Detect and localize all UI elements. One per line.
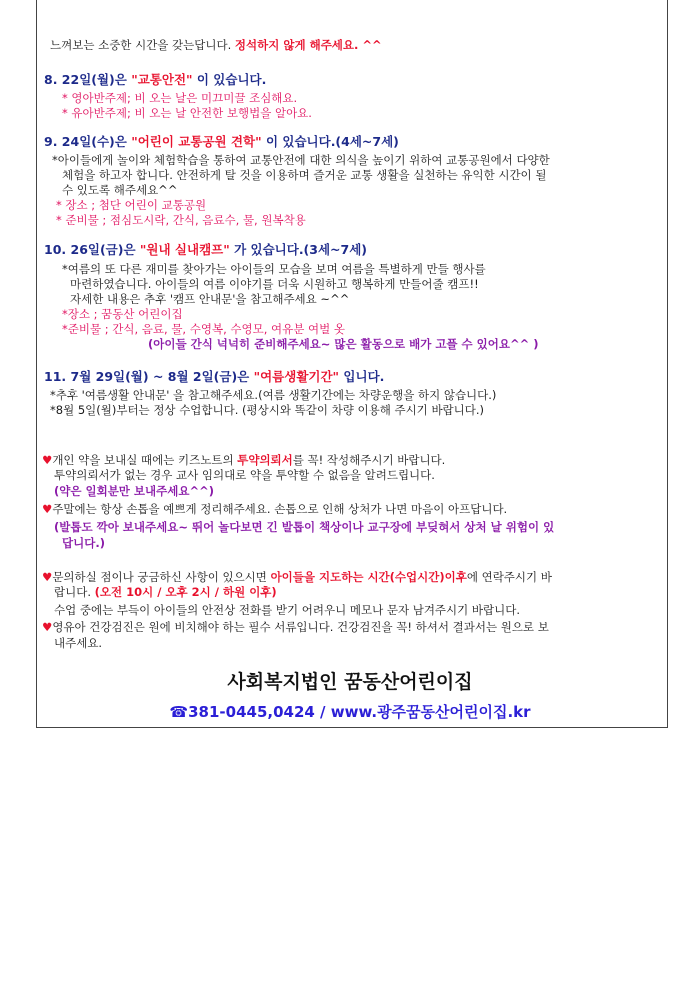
section-10-desc: 자세한 내용은 추후 '캠프 안내문'을 참고해주세요 ~^^ — [70, 292, 350, 306]
section-10-title: "원내 실내캠프" — [139, 242, 230, 257]
section-8-suffix: 이 있습니다. — [192, 72, 267, 87]
notice-nails-note: 답니다.) — [62, 536, 105, 550]
notice-nails — [42, 502, 507, 517]
notice-medicine — [42, 453, 445, 468]
notice-medicine-suffix: 를 꼭! 작성해주시기 바랍니다. — [292, 453, 446, 467]
section-9-date: 9. 24일(수)은 — [44, 134, 132, 149]
section-11-item: *추후 '여름생활 안내문' 을 참고해주세요.(여름 생활기간에는 차량운행을 하지 않습니다.) — [50, 388, 497, 402]
section-9-desc: 수 있도록 해주세요^^ — [62, 183, 178, 197]
notice-health-line2: 내주세요. — [54, 636, 103, 650]
heart-icon: ♥ — [42, 502, 53, 516]
heart-icon: ♥ — [42, 453, 53, 467]
section-10-suffix: 가 있습니다.(3세~7세) — [229, 242, 368, 257]
section-8-title: "교통안전" — [131, 72, 193, 87]
notice-contact-line2 — [54, 585, 277, 600]
section-10-prep: *준비물 ; 간식, 음료, 물, 수영복, 수영모, 여유분 여벌 옷 — [62, 322, 345, 336]
notice-contact-line2-text: 랍니다. — [54, 585, 95, 599]
section-11-title: "여름생활기간" — [253, 369, 340, 384]
heart-icon: ♥ — [42, 620, 53, 634]
section-8-item: * 유아반주제; 비 오는 날 안전한 보행법을 알아요. — [62, 106, 312, 120]
organization-name: 사회복지법인 꿈동산어린이집 — [227, 671, 473, 693]
section-11-item: *8월 5일(월)부터는 정상 수업합니다. (평상시와 똑같이 차량 이용해 주시기 바랍니다.) — [50, 403, 485, 417]
notice-contact-time: 아이들을 지도하는 시간(수업시간)이후 — [270, 570, 467, 584]
notice-health — [42, 620, 549, 635]
section-10-heading — [44, 242, 367, 257]
intro-text: 느껴보는 소중한 시간을 갖는답니다. — [50, 38, 232, 52]
notice-medicine-line2: 투약의뢰서가 없는 경우 교사 임의대로 약을 투약할 수 없음을 알려드립니다. — [54, 468, 435, 482]
notice-nails-text: 주말에는 항상 손톱을 예쁘게 정리해주세요. 손톱으로 인해 상처가 나면 마음이 아프답니다. — [52, 502, 508, 516]
section-9-desc: *아이들에게 놀이와 체험학습을 통하여 교통안전에 대한 의식을 높이기 위하여 교통공원에서 다양한 — [52, 153, 550, 167]
section-8-heading — [44, 72, 266, 87]
section-10-place: *장소 ; 꿈동산 어린이집 — [62, 307, 183, 321]
notice-medicine-form: 투약의뢰서 — [237, 453, 293, 467]
heart-icon: ♥ — [42, 570, 53, 584]
section-11-suffix: 입니다. — [339, 369, 385, 384]
notice-medicine-text: 개인 약을 보내실 때에는 키즈노트의 — [52, 453, 238, 467]
section-11-heading — [44, 369, 384, 384]
section-8-item: * 영아반주제; 비 오는 날은 미끄미끌 조심해요. — [62, 91, 298, 105]
intro-note: 정석하지 않게 해주세요. ^^ — [234, 38, 382, 52]
notice-nails-note: (발톱도 깍아 보내주세요~ 뛰어 놀다보면 긴 발톱이 책상이나 교구장에 부딪혀서 상처 날 위험이 있 — [54, 520, 555, 534]
notice-contact-text: 문의하실 점이나 궁금하신 사항이 있으시면 — [52, 570, 271, 584]
notice-medicine-note: (약은 일회분만 보내주세요^^) — [54, 484, 214, 498]
section-9-heading — [44, 134, 399, 149]
contact-info: ☎381-0445,0424 / www.광주꿈동산어린이집.kr — [169, 703, 531, 721]
notice-health-text: 영유아 건강검진은 원에 비치해야 하는 필수 서류입니다. 건강검진을 꼭! 하셔서 결과서는 원으로 보 — [52, 620, 549, 634]
notice-contact-hours: (오전 10시 / 오후 2시 / 하원 이후) — [94, 585, 277, 599]
section-10-date: 10. 26일(금)은 — [44, 242, 140, 257]
section-8-date: 8. 22일(월)은 — [44, 72, 132, 87]
section-10-desc: 마련하였습니다. 아이들의 여름 이야기를 더욱 시원하고 행복하게 만들어줄 캠프!! — [70, 277, 479, 291]
section-10-desc: *여름의 또 다른 재미를 찾아가는 아이들의 모습을 보며 여름을 특별하게 만들 행사를 — [62, 262, 486, 276]
notice-contact-suffix: 에 연락주시기 바 — [466, 570, 552, 584]
section-9-place: * 장소 ; 첨단 어린이 교통공원 — [56, 198, 207, 212]
section-9-desc: 체험을 하고자 합니다. 안전하게 탈 것을 이용하며 즐거운 교통 생활을 실천하는 유익한 시간이 될 — [62, 168, 547, 182]
notice-contact-line3: 수업 중에는 부득이 아이들의 안전상 전화를 받기 어려우니 메모나 문자 남겨주시기 바랍니다. — [54, 603, 521, 617]
section-9-prep: * 준비물 ; 점심도시락, 간식, 음료수, 물, 원복착용 — [56, 213, 306, 227]
section-9-suffix: 이 있습니다.(4세~7세) — [261, 134, 399, 149]
section-9-title: "어린이 교통공원 견학" — [131, 134, 262, 149]
section-10-prep-note: (아이들 간식 넉넉히 준비해주세요~ 많은 활동으로 배가 고플 수 있어요^^ ) — [148, 337, 539, 351]
notice-contact — [42, 570, 552, 585]
section-11-date: 11. 7월 29일(월) ~ 8월 2일(금)은 — [44, 369, 254, 384]
intro-line — [50, 38, 382, 53]
